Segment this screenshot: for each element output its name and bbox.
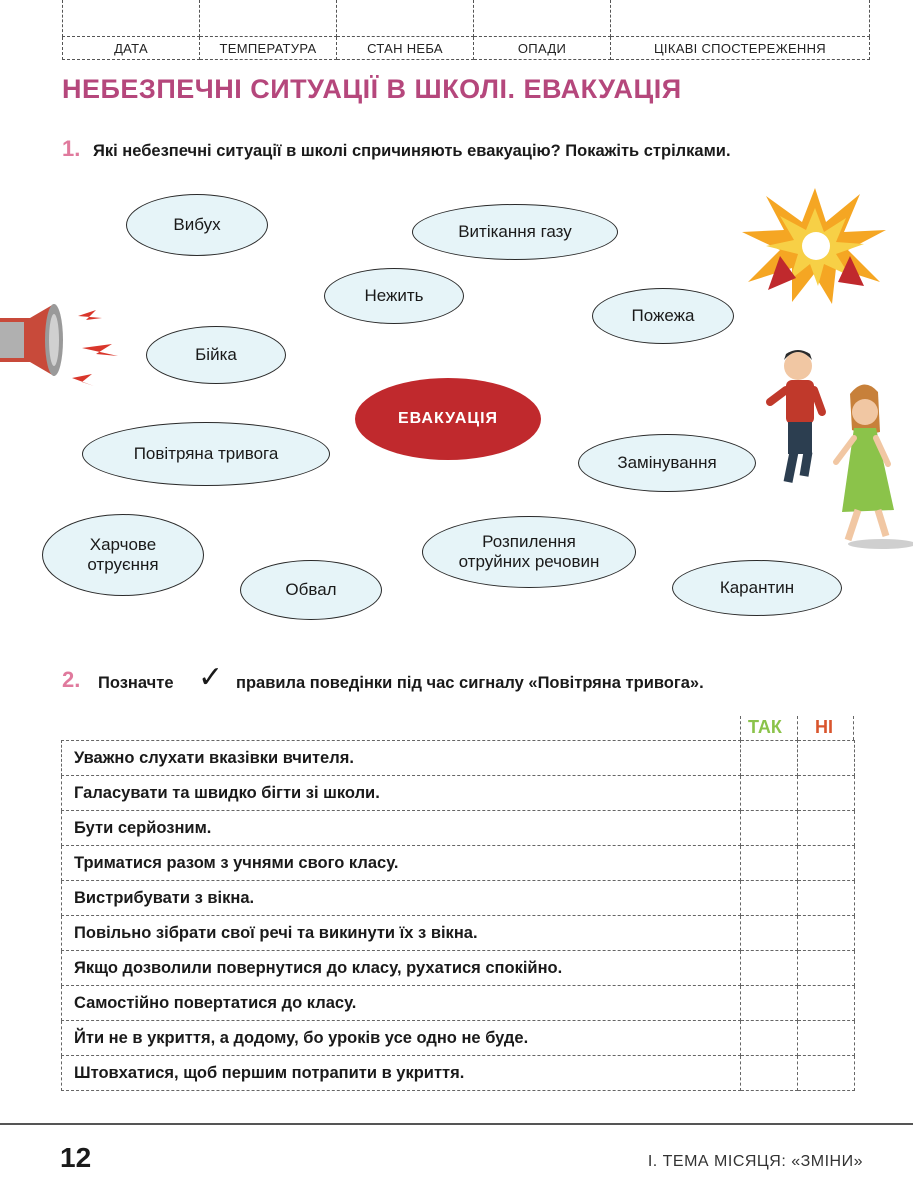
bubble-kharchove[interactable] bbox=[42, 514, 204, 596]
bubble-label-line2: отруйних речовин bbox=[458, 552, 600, 571]
footer-section: І. ТЕМА МІСЯЦЯ: «ЗМІНИ» bbox=[647, 1153, 863, 1170]
rule-yes-checkbox[interactable] bbox=[741, 881, 798, 916]
rule-yes-checkbox[interactable] bbox=[741, 776, 798, 811]
bubble-minuvannia[interactable] bbox=[578, 434, 756, 492]
page-number: 12 bbox=[60, 1142, 92, 1173]
bubble-gas[interactable] bbox=[412, 204, 618, 260]
rule-no-checkbox[interactable] bbox=[798, 811, 855, 846]
weather-cell[interactable] bbox=[200, 0, 337, 37]
weather-header-sky: СТАН НЕБА bbox=[337, 37, 474, 60]
rule-text: Повільно зібрати свої речі та викинути їх з вікна. bbox=[62, 916, 741, 951]
rule-no-checkbox[interactable] bbox=[798, 881, 855, 916]
bubble-tryvoha[interactable] bbox=[82, 422, 330, 486]
bubble-label: Вибух bbox=[173, 214, 221, 234]
weather-header-observations: ЦІКАВІ СПОСТЕРЕЖЕННЯ bbox=[611, 37, 870, 60]
rule-text: Триматися разом з учнями свого класу. bbox=[62, 846, 741, 881]
weather-header-precipitation: ОПАДИ bbox=[474, 37, 611, 60]
task2-number: 2. bbox=[62, 667, 81, 692]
bubble-label-line1: Харчове bbox=[89, 534, 157, 554]
bubble-label-line1: Розпилення bbox=[482, 531, 576, 551]
task2-text-after: правила поведінки під час сигналу «Повітряна тривога». bbox=[236, 674, 704, 692]
rule-text: Уважно слухати вказівки вчителя. bbox=[62, 741, 741, 776]
weather-cell[interactable] bbox=[611, 0, 870, 37]
weather-cell[interactable] bbox=[63, 0, 200, 37]
rule-text: Галасувати та швидко бігти зі школи. bbox=[62, 776, 741, 811]
rule-no-checkbox[interactable] bbox=[798, 1021, 855, 1056]
rule-row bbox=[62, 1056, 855, 1091]
bubble-rozpylennia[interactable] bbox=[422, 516, 636, 588]
rule-no-checkbox[interactable] bbox=[798, 1056, 855, 1091]
bubble-pozhezha[interactable] bbox=[592, 288, 734, 344]
bubble-label: Нежить bbox=[364, 285, 424, 305]
rule-row bbox=[62, 881, 855, 916]
running-girl bbox=[836, 384, 913, 549]
bubble-label: Замінування bbox=[617, 452, 717, 472]
weather-cell[interactable] bbox=[337, 0, 474, 37]
rule-row bbox=[62, 986, 855, 1021]
rule-no-checkbox[interactable] bbox=[798, 951, 855, 986]
megaphone-icon bbox=[0, 298, 125, 390]
rule-yes-checkbox[interactable] bbox=[741, 811, 798, 846]
bubble-label-line2: отруєння bbox=[87, 555, 159, 574]
footer-divider bbox=[0, 1123, 913, 1125]
rule-yes-checkbox[interactable] bbox=[741, 986, 798, 1021]
rule-yes-checkbox[interactable] bbox=[741, 1056, 798, 1091]
rule-text: Йти не в укриття, а додому, бо уроків усе одно не буде. bbox=[62, 1021, 741, 1056]
rule-row bbox=[62, 776, 855, 811]
rule-text: Вистрибувати з вікна. bbox=[62, 881, 741, 916]
header-divider bbox=[853, 716, 854, 740]
rule-row bbox=[62, 846, 855, 881]
rule-yes-checkbox[interactable] bbox=[741, 846, 798, 881]
rule-yes-checkbox[interactable] bbox=[741, 1021, 798, 1056]
bubble-label: Обвал bbox=[285, 579, 337, 599]
bubble-label: Витікання газу bbox=[458, 221, 572, 241]
checkmark-icon: ✓ bbox=[198, 661, 224, 694]
weather-cell[interactable] bbox=[474, 0, 611, 37]
bubble-vybukh[interactable] bbox=[126, 194, 268, 256]
rule-yes-checkbox[interactable] bbox=[741, 951, 798, 986]
explosion-icon bbox=[740, 186, 890, 306]
rule-yes-checkbox[interactable] bbox=[741, 741, 798, 776]
bubble-label: Бійка bbox=[195, 344, 237, 364]
rule-row bbox=[62, 741, 855, 776]
column-no-header: НІ bbox=[815, 717, 833, 737]
evacuation-center[interactable]: ЕВАКУАЦІЯ bbox=[355, 378, 541, 460]
bubble-label: Повітряна тривога bbox=[133, 443, 279, 463]
rule-row bbox=[62, 811, 855, 846]
task2-text-before: Позначте bbox=[98, 674, 174, 692]
rule-text: Штовхатися, щоб першим потрапити в укриття. bbox=[62, 1056, 741, 1091]
rules-table bbox=[61, 740, 855, 1091]
rule-yes-checkbox[interactable] bbox=[741, 916, 798, 951]
rule-text: Бути серйозним. bbox=[62, 811, 741, 846]
bubble-label: Пожежа bbox=[631, 305, 695, 325]
column-yes-header: ТАК bbox=[748, 717, 782, 737]
rule-no-checkbox[interactable] bbox=[798, 776, 855, 811]
rule-no-checkbox[interactable] bbox=[798, 916, 855, 951]
weather-table bbox=[62, 0, 870, 60]
rule-text: Самостійно повертатися до класу. bbox=[62, 986, 741, 1021]
bubble-nezhyt[interactable] bbox=[324, 268, 464, 324]
rule-row bbox=[62, 1021, 855, 1056]
weather-header-date: ДАТА bbox=[63, 37, 200, 60]
bubble-biika[interactable] bbox=[146, 326, 286, 384]
weather-header-temperature: ТЕМПЕРАТУРА bbox=[200, 37, 337, 60]
rule-no-checkbox[interactable] bbox=[798, 846, 855, 881]
bubble-karantyn[interactable] bbox=[672, 560, 842, 616]
task1-number: 1. bbox=[62, 136, 81, 161]
running-boy bbox=[770, 350, 822, 482]
header-divider bbox=[740, 716, 741, 740]
rule-row bbox=[62, 916, 855, 951]
header-divider bbox=[797, 716, 798, 740]
bubble-label: Карантин bbox=[719, 577, 795, 597]
page-title: НЕБЕЗПЕЧНІ СИТУАЦІЇ В ШКОЛІ. ЕВАКУАЦІЯ bbox=[62, 74, 682, 104]
task1-text: Які небезпечні ситуації в школі спричиняють евакуацію? Покажіть стрілками. bbox=[93, 142, 731, 160]
rule-no-checkbox[interactable] bbox=[798, 986, 855, 1021]
bubble-obval[interactable] bbox=[240, 560, 382, 620]
rule-no-checkbox[interactable] bbox=[798, 741, 855, 776]
rule-row bbox=[62, 951, 855, 986]
running-children bbox=[762, 346, 913, 552]
rule-text: Якщо дозволили повернутися до класу, рухатися спокійно. bbox=[62, 951, 741, 986]
